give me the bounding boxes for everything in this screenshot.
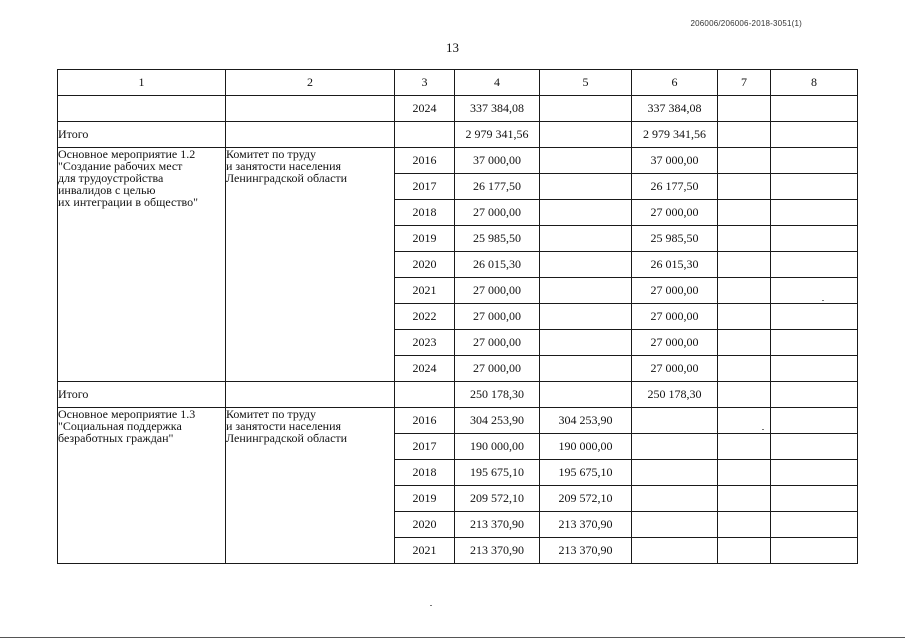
executor-line: Комитет по труду — [226, 407, 317, 421]
activity-title-line: "Социальная поддержка — [58, 419, 182, 433]
year-cell: 2016 — [395, 408, 455, 434]
scan-speck — [430, 605, 432, 606]
scan-speck — [762, 429, 764, 430]
header-cell: 2 — [226, 70, 395, 96]
empty-cell — [718, 356, 771, 382]
empty-cell — [718, 226, 771, 252]
empty-cell — [718, 252, 771, 278]
header-cell: 1 — [58, 70, 226, 96]
amount-cell: 26 015,30 — [455, 252, 540, 278]
empty-cell — [540, 382, 632, 408]
empty-cell — [771, 538, 858, 564]
amount-cell: 25 985,50 — [632, 226, 718, 252]
year-cell: 2018 — [395, 460, 455, 486]
empty-cell — [718, 122, 771, 148]
amount-cell: 26 177,50 — [632, 174, 718, 200]
empty-cell — [771, 96, 858, 122]
year-cell: 2017 — [395, 174, 455, 200]
amount-cell: 26 177,50 — [455, 174, 540, 200]
executor-line: Ленинградской области — [226, 431, 348, 445]
empty-cell — [771, 304, 858, 330]
header-cell: 7 — [718, 70, 771, 96]
empty-cell — [771, 512, 858, 538]
amount-cell: 304 253,90 — [455, 408, 540, 434]
amount-cell: 27 000,00 — [632, 304, 718, 330]
amount-cell: 209 572,10 — [455, 486, 540, 512]
activity-title-line: их интеграции в общество" — [58, 195, 199, 209]
page-number: 13 — [446, 40, 459, 55]
empty-cell — [771, 252, 858, 278]
total-amount: 2 979 341,56 — [632, 122, 718, 148]
activity-title-line: Основное мероприятие 1.3 — [58, 407, 196, 421]
year-cell: 2019 — [395, 226, 455, 252]
activity-title-line: безработных граждан" — [58, 431, 174, 445]
amount-cell: 27 000,00 — [455, 356, 540, 382]
empty-cell — [771, 330, 858, 356]
total-label: Итого — [58, 382, 226, 408]
amount-cell: 27 000,00 — [632, 200, 718, 226]
table-row — [58, 96, 858, 122]
amount-cell: 27 000,00 — [455, 278, 540, 304]
amount-cell: 213 370,90 — [540, 538, 632, 564]
scan-speck — [822, 300, 824, 301]
amount-cell — [632, 486, 718, 512]
amount-cell: 190 000,00 — [455, 434, 540, 460]
amount-cell: 27 000,00 — [632, 356, 718, 382]
empty-cell — [540, 122, 632, 148]
header-cell: 4 — [455, 70, 540, 96]
header-cell: 5 — [540, 70, 632, 96]
amount-cell: 25 985,50 — [455, 226, 540, 252]
amount-cell: 190 000,00 — [540, 434, 632, 460]
empty-cell — [771, 460, 858, 486]
amount-cell — [540, 148, 632, 174]
executor-line: и занятости населения — [226, 159, 342, 173]
executor-line: и занятости населения — [226, 419, 342, 433]
empty-cell — [771, 200, 858, 226]
amount-cell — [632, 408, 718, 434]
executor-line: Комитет по труду — [226, 147, 317, 161]
amount-cell: 213 370,90 — [455, 512, 540, 538]
empty-cell — [718, 460, 771, 486]
executor-line: Ленинградской области — [226, 171, 348, 185]
year-cell: 2016 — [395, 148, 455, 174]
amount-cell: 37 000,00 — [455, 148, 540, 174]
amount-cell — [632, 512, 718, 538]
year-cell: 2021 — [395, 538, 455, 564]
amount-cell — [540, 330, 632, 356]
amount-cell: 213 370,90 — [540, 512, 632, 538]
amount-cell: 27 000,00 — [455, 304, 540, 330]
amount-cell: 195 675,10 — [540, 460, 632, 486]
amount-cell — [632, 434, 718, 460]
executor-cell — [226, 408, 395, 564]
amount-cell: 337 384,08 — [632, 96, 718, 122]
empty-cell — [718, 382, 771, 408]
activity-title-line: для трудоустройства — [58, 171, 164, 185]
table-row — [58, 408, 858, 434]
empty-cell — [771, 356, 858, 382]
amount-cell: 26 015,30 — [632, 252, 718, 278]
empty-cell — [718, 148, 771, 174]
empty-cell — [718, 304, 771, 330]
empty-cell — [718, 538, 771, 564]
amount-cell — [540, 252, 632, 278]
amount-cell — [540, 304, 632, 330]
amount-cell: 195 675,10 — [455, 460, 540, 486]
empty-cell — [395, 122, 455, 148]
empty-cell — [771, 148, 858, 174]
activity-title-line: "Создание рабочих мест — [58, 159, 183, 173]
amount-cell: 304 253,90 — [540, 408, 632, 434]
empty-cell — [718, 486, 771, 512]
amount-cell: 213 370,90 — [455, 538, 540, 564]
document-id: 206006/206006-2018-3051(1) — [690, 19, 802, 28]
empty-cell — [718, 330, 771, 356]
empty-cell — [718, 434, 771, 460]
header-cell: 3 — [395, 70, 455, 96]
amount-cell: 27 000,00 — [455, 200, 540, 226]
executor-cell — [226, 148, 395, 382]
empty-cell — [395, 382, 455, 408]
total-label: Итого — [58, 122, 226, 148]
total-amount: 250 178,30 — [632, 382, 718, 408]
amount-cell: 27 000,00 — [632, 330, 718, 356]
empty-cell — [718, 174, 771, 200]
empty-cell — [771, 174, 858, 200]
year-cell: 2023 — [395, 330, 455, 356]
activity-title-cell — [58, 148, 226, 382]
year-cell: 2017 — [395, 434, 455, 460]
year-cell: 2024 — [395, 96, 455, 122]
empty-cell — [718, 200, 771, 226]
amount-cell — [632, 460, 718, 486]
empty-cell — [771, 434, 858, 460]
empty-cell — [226, 382, 395, 408]
funding-table — [57, 69, 858, 564]
amount-cell: 27 000,00 — [455, 330, 540, 356]
empty-cell — [718, 512, 771, 538]
empty-cell — [58, 96, 226, 122]
total-amount: 2 979 341,56 — [455, 122, 540, 148]
year-cell: 2021 — [395, 278, 455, 304]
year-cell: 2024 — [395, 356, 455, 382]
header-row — [58, 70, 858, 96]
total-row — [58, 122, 858, 148]
activity-title-line: инвалидов с целью — [58, 183, 156, 197]
header-cell: 8 — [771, 70, 858, 96]
year-cell: 2020 — [395, 512, 455, 538]
empty-cell — [718, 278, 771, 304]
empty-cell — [226, 122, 395, 148]
empty-cell — [718, 96, 771, 122]
empty-cell — [771, 278, 858, 304]
amount-cell: 27 000,00 — [632, 278, 718, 304]
header-cell: 6 — [632, 70, 718, 96]
amount-cell — [632, 538, 718, 564]
empty-cell — [771, 408, 858, 434]
amount-cell: 209 572,10 — [540, 486, 632, 512]
amount-cell — [540, 278, 632, 304]
amount-cell — [540, 356, 632, 382]
total-amount: 250 178,30 — [455, 382, 540, 408]
year-cell: 2022 — [395, 304, 455, 330]
year-cell: 2019 — [395, 486, 455, 512]
empty-cell — [771, 226, 858, 252]
empty-cell — [771, 122, 858, 148]
amount-cell — [540, 174, 632, 200]
year-cell: 2018 — [395, 200, 455, 226]
total-row — [58, 382, 858, 408]
activity-title-cell — [58, 408, 226, 564]
amount-cell — [540, 96, 632, 122]
year-cell: 2020 — [395, 252, 455, 278]
amount-cell: 37 000,00 — [632, 148, 718, 174]
activity-title-line: Основное мероприятие 1.2 — [58, 147, 196, 161]
amount-cell — [540, 200, 632, 226]
empty-cell — [771, 382, 858, 408]
amount-cell: 337 384,08 — [455, 96, 540, 122]
empty-cell — [226, 96, 395, 122]
amount-cell — [540, 226, 632, 252]
empty-cell — [771, 486, 858, 512]
table-row — [58, 148, 858, 174]
scan-edge-line — [0, 637, 905, 638]
